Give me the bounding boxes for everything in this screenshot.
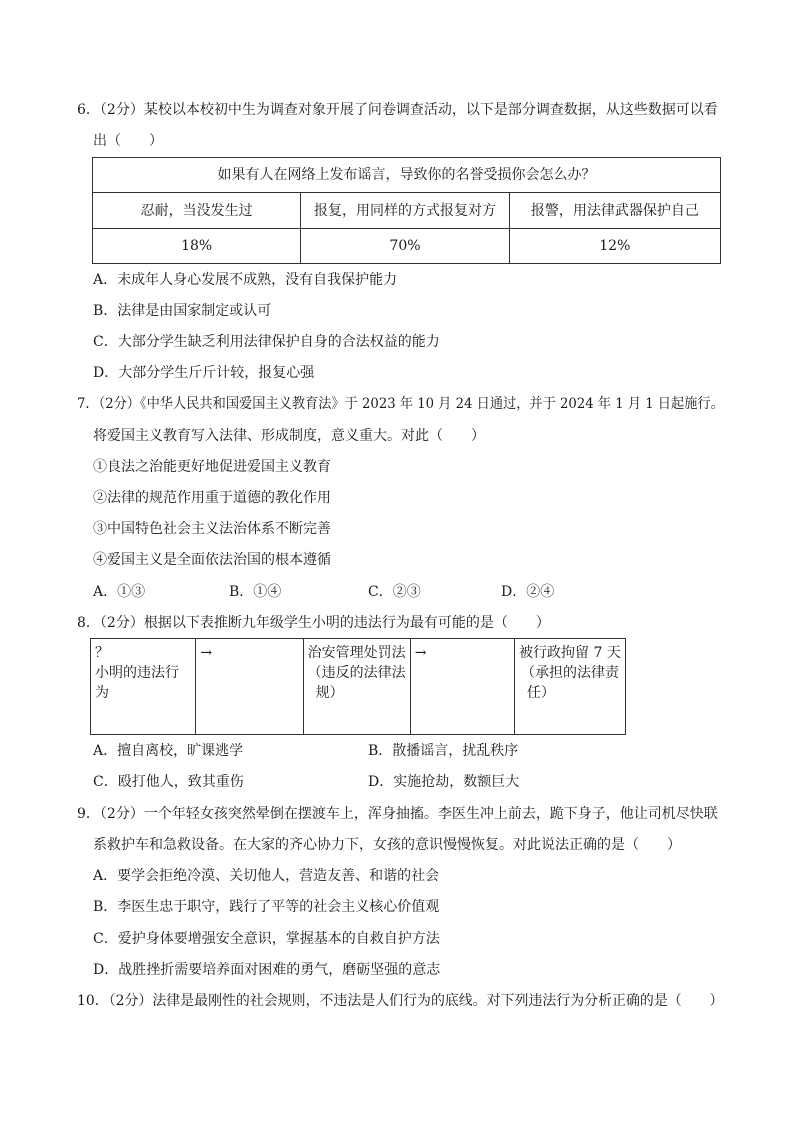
q9-stem-line1: 9．（2分）一个年轻女孩突然晕倒在摆渡车上，浑身抽搐。李医生冲上前去，跪下身子，他让司机尽快联 <box>77 806 718 822</box>
q6-table-header-3: 报警，用法律武器保护自己 <box>509 193 720 229</box>
q7-statement-4: ④爱国主义是全面依法治国的根本遵循 <box>93 552 331 568</box>
q8-cell-3-line-3: 规） <box>315 685 344 701</box>
q6-option-d: D．大部分学生斤斤计较，报复心强 <box>93 365 315 381</box>
q7-statement-2: ②法律的规范作用重于道德的教化作用 <box>93 490 331 506</box>
q10-stem-line1: 10．（2分）法律是最刚性的社会规则，不违法是人们行为的底线。对下列违法行为分析正确的是（ ） <box>77 993 724 1009</box>
q8-cell-1-line-1: ？ <box>95 645 109 661</box>
q6-table-title: 如果有人在网络上发布谣言，导致你的名誉受损你会怎么办？ <box>93 158 721 193</box>
q8-cell-liability <box>515 639 626 735</box>
q6-stem-line1: 6．（2分）某校以本校初中生为调查对象开展了问卷调查活动，以下是部分调查数据，从这些数据可以看 <box>77 102 718 118</box>
q9-option-d: D．战胜挫折需要培养面对困难的勇气，磨砺坚强的意志 <box>93 962 441 978</box>
q6-option-b: B．法律是由国家制定或认可 <box>93 303 272 319</box>
q7-statement-1: ①良法之治能更好地促进爱国主义教育 <box>93 459 331 475</box>
q6-option-a: A．未成年人身心发展不成熟，没有自我保护能力 <box>93 272 398 288</box>
q7-option-b: B．①④ <box>229 584 282 600</box>
q7-option-d: D．②④ <box>501 584 555 600</box>
q8-cell-arrow-2 <box>410 639 514 735</box>
q8-option-a: A．擅自离校，旷课逃学 <box>93 743 244 759</box>
q8-option-d: D．实施抢劫，数额巨大 <box>368 774 520 790</box>
q8-cell-5-line-1: 被行政拘留 7 天 <box>519 645 621 661</box>
q9-option-b: B．李医生忠于职守，践行了平等的社会主义核心价值观 <box>93 899 440 915</box>
q8-cell-law <box>303 639 410 735</box>
q8-cell-illegal-act <box>91 639 196 735</box>
q8-stem-line1: 8．（2分）根据以下表推断九年级学生小明的违法行为最有可能的是（ ） <box>77 615 550 631</box>
q6-table-value-1: 18% <box>93 229 301 264</box>
q6-table-header-2: 报复，用同样的方式报复对方 <box>301 193 509 229</box>
q6-table-header-1: 忍耐，当没发生过 <box>93 193 301 229</box>
q8-option-c: C．殴打他人，致其重伤 <box>93 774 244 790</box>
q8-cell-1-line-2: 小明的违法行为 <box>95 665 179 701</box>
q8-cell-5-line-3: 任） <box>527 685 556 701</box>
q8-cell-5-line-2: （承担的法律责 <box>521 665 620 681</box>
q6-table-value-3: 12% <box>509 229 720 264</box>
q8-cell-3-line-2: （违反的法律法 <box>307 665 406 681</box>
q8-cell-3-line-1: 治安管理处罚法 <box>307 645 406 661</box>
q7-stem-line2: 将爱国主义教育写入法律、形成制度，意义重大。对此（ ） <box>93 428 485 444</box>
q8-flow-table <box>90 638 626 735</box>
q6-table-value-2: 70% <box>301 229 509 264</box>
q6-survey-table <box>92 157 721 264</box>
q6-stem-line2: 出（ ） <box>93 133 163 149</box>
arrow-right-icon: → <box>200 645 213 661</box>
q7-option-a: A．①③ <box>93 584 146 600</box>
q8-option-b: B．散播谣言，扰乱秩序 <box>368 743 519 759</box>
q7-option-c: C．②③ <box>368 584 421 600</box>
arrow-right-icon: → <box>414 645 427 661</box>
q8-cell-arrow-1 <box>196 639 303 735</box>
q6-option-c: C．大部分学生缺乏利用法律保护自身的合法权益的能力 <box>93 334 440 350</box>
q7-statement-3: ③中国特色社会主义法治体系不断完善 <box>93 521 331 537</box>
q9-option-c: C．爱护身体要增强安全意识，掌握基本的自救自护方法 <box>93 931 440 947</box>
q9-stem-line2: 系救护车和急救设备。在大家的齐心协力下，女孩的意识慢慢恢复。对此说法正确的是（ ） <box>93 837 681 853</box>
q7-stem-line1: 7．（2分）《中华人民共和国爱国主义教育法》于 2023 年 10 月 24 日通过，并于 2024 年 1 月 1 日起施行。 <box>77 396 724 412</box>
q9-option-a: A．要学会拒绝冷漠、关切他人，营造友善、和谐的社会 <box>93 868 440 884</box>
